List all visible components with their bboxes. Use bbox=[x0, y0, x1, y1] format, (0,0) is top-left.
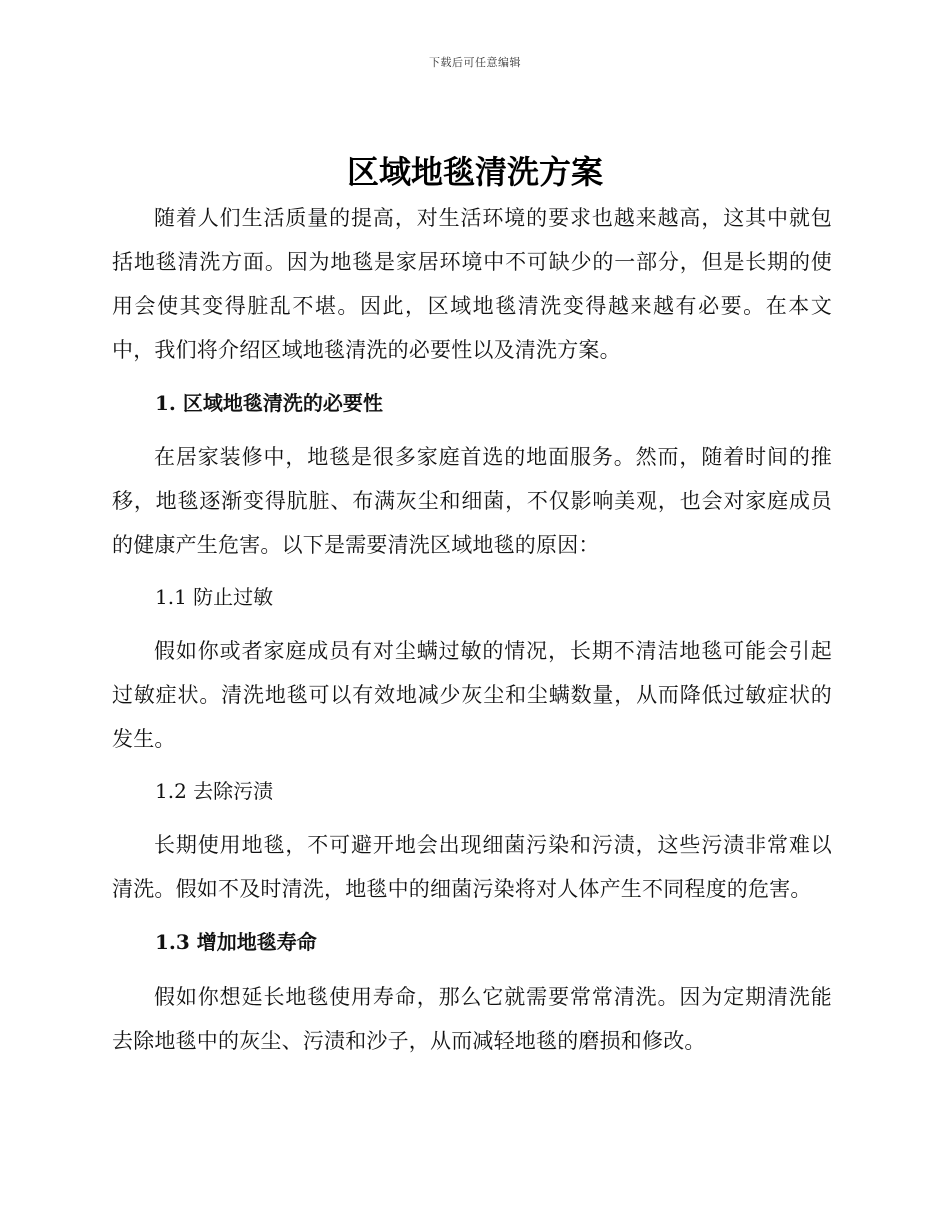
document-title: 区域地毯清洗方案 bbox=[346, 153, 603, 191]
section-1-1-heading: 1.1 防止过敏 bbox=[155, 585, 274, 609]
section-1-1-paragraph: 假如你或者家庭成员有对尘螨过敏的情况，长期不清洁地毯可能会引起过敏症状。清洗地毯可以有效地减少灰尘和尘螨数量，从而降低过敏症状的发生。 bbox=[112, 639, 832, 751]
section-1-3-paragraph: 假如你想延长地毯使用寿命，那么它就需要常常清洗。因为定期清洗能去除地毯中的灰尘、污渍和沙子，从而减轻地毯的磨损和修改。 bbox=[112, 985, 832, 1053]
section-1-paragraph: 在居家装修中，地毯是很多家庭首选的地面服务。然而，随着时间的推移，地毯逐渐变得肮脏、布满灰尘和细菌，不仅影响美观，也会对家庭成员的健康产生危害。以下是需要清洗区域地毯的原因： bbox=[112, 445, 832, 557]
intro-paragraph: 随着人们生活质量的提高，对生活环境的要求也越来越高，这其中就包括地毯清洗方面。因为地毯是家居环境中不可缺少的一部分，但是长期的使用会使其变得脏乱不堪。因此，区域地毯清洗变得越来越有必要。在本文中，我们将介绍区域地毯清洗的必要性以及清洗方案。 bbox=[112, 206, 832, 362]
section-1-3-heading: 1.3 增加地毯寿命 bbox=[155, 930, 317, 954]
page-header-note: 下载后可任意编辑 bbox=[429, 56, 521, 69]
section-1-heading: 1. 区域地毯清洗的必要性 bbox=[155, 391, 383, 415]
section-1-2-paragraph: 长期使用地毯，不可避开地会出现细菌污染和污渍，这些污渍非常难以清洗。假如不及时清洗，地毯中的细菌污染将对人体产生不同程度的危害。 bbox=[112, 833, 832, 901]
section-1-2-heading: 1.2 去除污渍 bbox=[155, 779, 274, 803]
